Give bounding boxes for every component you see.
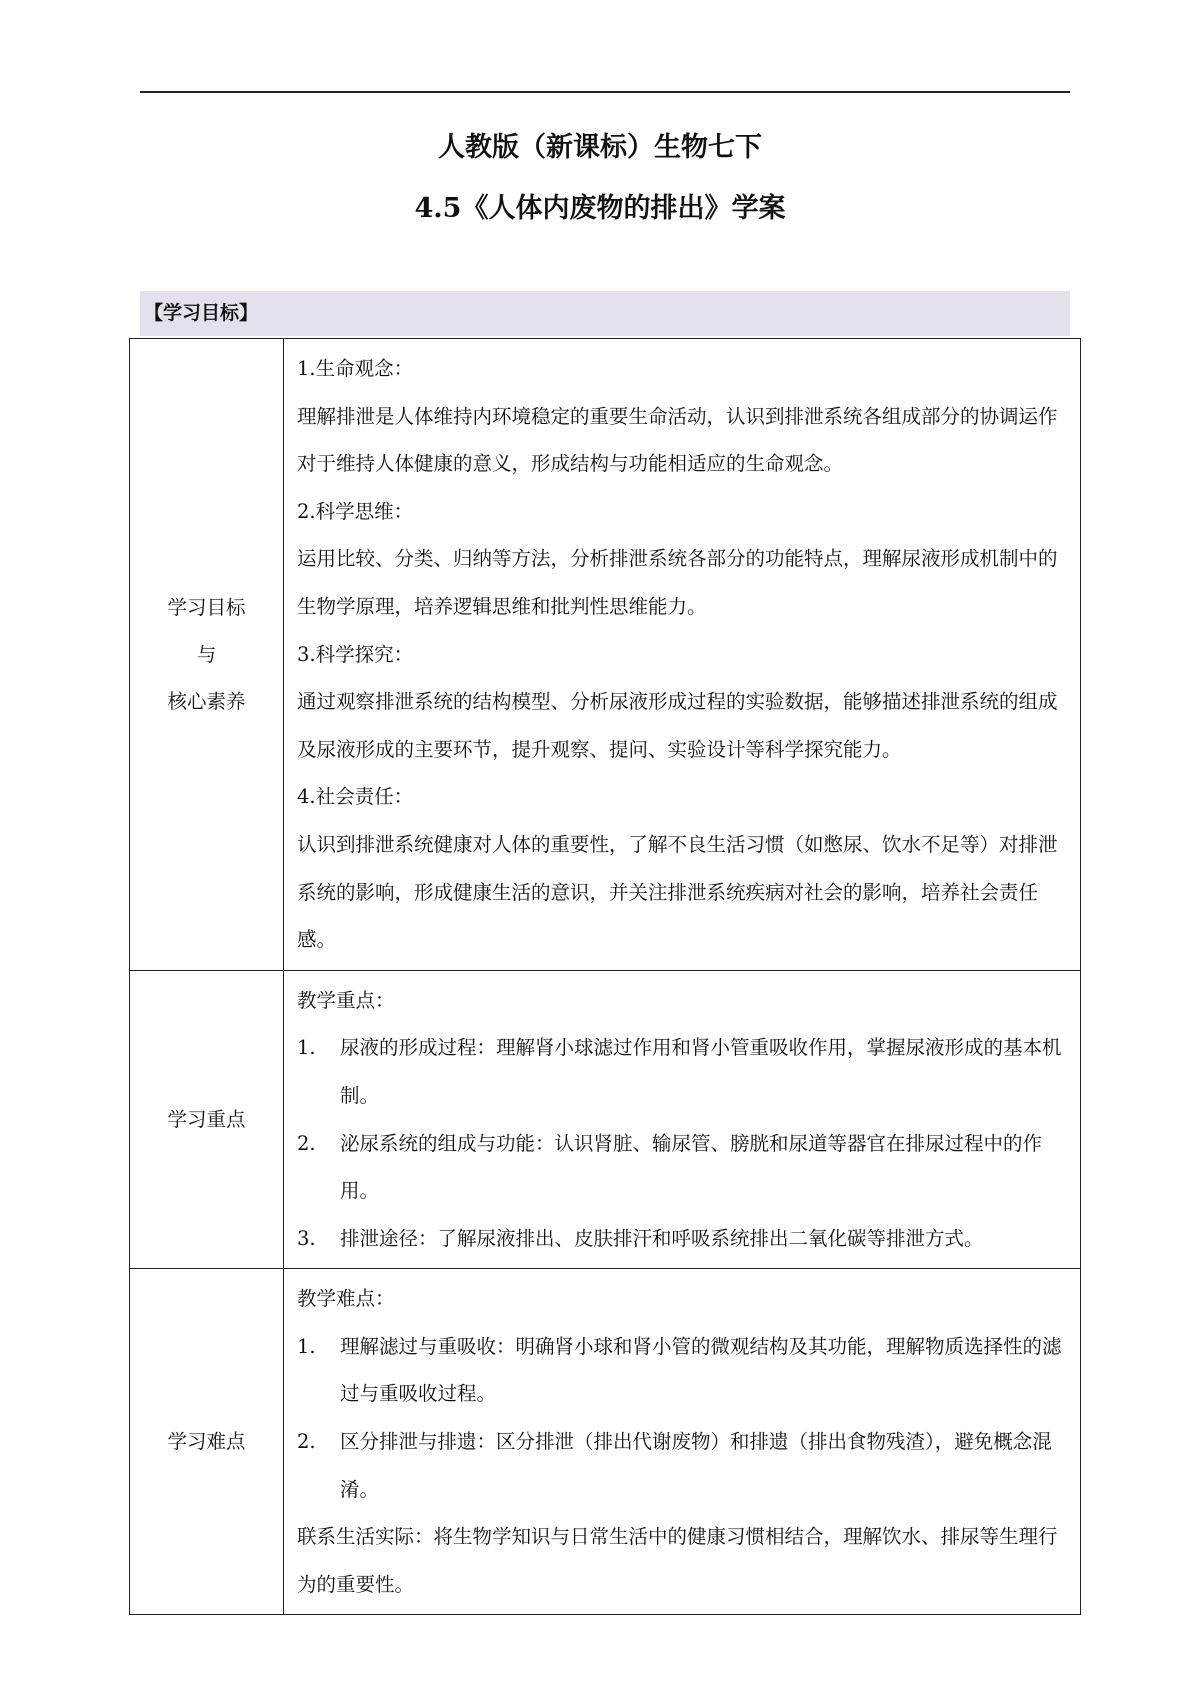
row-label-line: 核心素养 xyxy=(167,689,246,713)
table-row-goals xyxy=(130,339,1081,971)
row-label-difficulties: 学习难点 xyxy=(130,1269,284,1615)
list-text: 区分排泄与排遗：区分排泄（排出代谢废物）和排遗（排出食物残渣），避免概念混淆。 xyxy=(340,1430,1052,1501)
list-number: 1. xyxy=(297,1036,316,1060)
list-item xyxy=(297,1418,1072,1513)
goal-heading: 3.科学探究： xyxy=(297,642,414,666)
goal-text: 通过观察排泄系统的结构模型、分析尿液形成过程的实验数据，能够描述排泄系统的组成及尿液形成的主要环节，提升观察、提问、实验设计等科学探究能力。 xyxy=(297,690,1058,761)
row-content-goals xyxy=(284,339,1081,971)
row-label-goals xyxy=(130,339,284,971)
row-label-line: 学习目标 xyxy=(167,595,246,619)
goal-text: 认识到排泄系统健康对人体的重要性，了解不良生活习惯（如憋尿、饮水不足等）对排泄系统的影响，形成健康生活的意识，并关注排泄系统疾病对社会的影响，培养社会责任感。 xyxy=(297,832,1058,952)
list-item xyxy=(297,1024,1072,1119)
key-points-intro: 教学重点： xyxy=(297,988,395,1012)
list-text: 理解滤过与重吸收：明确肾小球和肾小管的微观结构及其功能，理解物质选择性的滤过与重吸收过程。 xyxy=(340,1334,1062,1406)
row-label-line: 与 xyxy=(196,642,217,666)
section-header-learning-goals: 【学习目标】 xyxy=(140,291,1070,336)
difficulties-intro: 教学难点： xyxy=(297,1287,395,1311)
list-number: 3. xyxy=(297,1226,316,1250)
row-content-difficulties xyxy=(284,1269,1081,1615)
document-title: 人教版（新课标）生物七下 xyxy=(438,132,762,163)
list-item xyxy=(297,1215,1072,1263)
list-text: 尿液的形成过程：理解肾小球滤过作用和肾小管重吸收作用，掌握尿液形成的基本机制。 xyxy=(340,1036,1062,1107)
list-number: 2. xyxy=(297,1131,316,1155)
list-text: 排泄途径：了解尿液排出、皮肤排汗和呼吸系统排出二氧化碳等排泄方式。 xyxy=(340,1226,984,1250)
goal-heading: 4.社会责任： xyxy=(297,785,414,809)
list-text: 泌尿系统的组成与功能：认识肾脏、输尿管、膀胱和尿道等器官在排尿过程中的作用。 xyxy=(340,1131,1043,1203)
row-content-key-points xyxy=(284,970,1081,1269)
difficulties-outro: 联系生活实际：将生物学知识与日常生活中的健康习惯相结合，理解饮水、排尿等生理行为的重要性。 xyxy=(297,1525,1058,1596)
document-subtitle: 4.5《人体内废物的排出》学案 xyxy=(414,193,786,224)
goal-heading: 1.生命观念： xyxy=(297,357,414,380)
table-row-difficulties xyxy=(130,1269,1081,1615)
row-label-key-points: 学习重点 xyxy=(130,970,284,1269)
goal-heading: 2.科学思维： xyxy=(297,499,414,523)
table-row-key-points xyxy=(130,970,1081,1269)
list-item xyxy=(297,1323,1072,1418)
learning-goals-table xyxy=(129,338,1081,1615)
goal-text: 理解排泄是人体维持内环境稳定的重要生命活动，认识到排泄系统各组成部分的协调运作对于维持人体健康的意义，形成结构与功能相适应的生命观念。 xyxy=(297,404,1058,476)
header-rule xyxy=(140,91,1070,93)
goal-text: 运用比较、分类、归纳等方法，分析排泄系统各部分的功能特点，理解尿液形成机制中的生物学原理，培养逻辑思维和批判性思维能力。 xyxy=(297,547,1058,618)
list-item xyxy=(297,1120,1072,1215)
list-number: 1. xyxy=(297,1334,316,1358)
list-number: 2. xyxy=(297,1430,316,1454)
